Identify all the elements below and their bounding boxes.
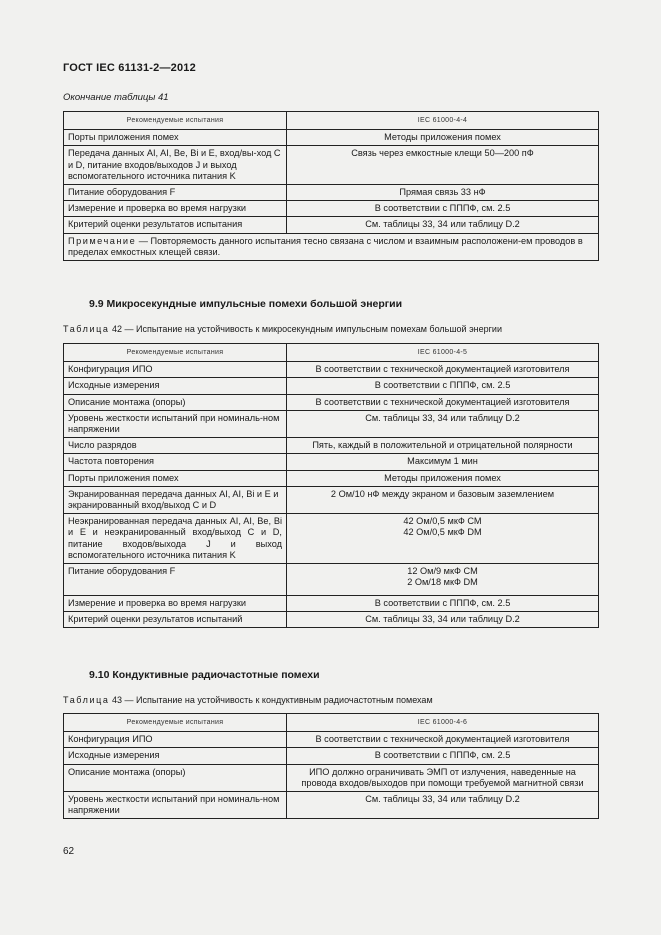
table-42-cell-test: Измерение и проверка во время нагрузки bbox=[64, 596, 287, 612]
section-9-9-heading: 9.9 Микросекундные импульсные помехи большой энергии bbox=[89, 298, 403, 310]
table-41-cell-value: Связь через емкостные клещи 50—200 пФ bbox=[287, 146, 599, 185]
document-code: ГОСТ IEC 61131-2—2012 bbox=[63, 62, 196, 74]
table-41-header-row bbox=[64, 112, 599, 130]
table-42-cell-value: В соответствии с ПППФ, см. 2.5 bbox=[287, 596, 599, 612]
table-42-cell-test: Исходные измерения bbox=[64, 378, 287, 394]
table-42-cell-value: В соответствии с ПППФ, см. 2.5 bbox=[287, 378, 599, 394]
table-41-cell-test: Измерение и проверка во время нагрузки bbox=[64, 201, 287, 217]
table-43-cell-value: В соответствии с ПППФ, см. 2.5 bbox=[287, 748, 599, 764]
table-41-row bbox=[64, 146, 599, 185]
table-41-cell-value: Методы приложения помех bbox=[287, 130, 599, 146]
table-41-continuation-caption: Окончание таблицы 41 bbox=[63, 92, 169, 103]
table-43-header-row bbox=[64, 714, 599, 732]
table-41-row bbox=[64, 185, 599, 201]
table-41-cell-test: Питание оборудования F bbox=[64, 185, 287, 201]
table-42-cell-value: 12 Ом/9 мкФ СМ 2 Ом/18 мкФ DM bbox=[287, 564, 599, 596]
table-43-caption-word: Таблица bbox=[63, 695, 110, 705]
note-text: — Повторяемость данного испытания тесно связана с числом и взаимным расположени-ем проводов в пределах емкостных клещей связи. bbox=[68, 235, 583, 257]
table-42-cell-value: Пять, каждый в положительной и отрицательной полярности bbox=[287, 438, 599, 454]
table-42-col1-header: Рекомендуемые испытания bbox=[64, 344, 287, 362]
table-42-caption-text: 42 — Испытание на устойчивость к микросекундным импульсным помехам большой энергии bbox=[109, 324, 502, 334]
page-number: 62 bbox=[63, 846, 75, 857]
table-42-row bbox=[64, 596, 599, 612]
table-43-row bbox=[64, 732, 599, 748]
table-42-cell-test: Порты приложения помех bbox=[64, 470, 287, 486]
table-43-col2-header: IEC 61000-4-6 bbox=[287, 714, 599, 732]
table-43-cell-value: ИПО должно ограничивать ЭМП от излучения, наведенные на провода входов/выходов при помощи требуемой магнитной связи bbox=[287, 764, 599, 791]
table-41-cell-value: Прямая связь 33 нФ bbox=[287, 185, 599, 201]
table-42-row bbox=[64, 362, 599, 378]
table-43-cell-value: См. таблицы 33, 34 или таблицу D.2 bbox=[287, 792, 599, 819]
table-42-cell-value: См. таблицы 33, 34 или таблицу D.2 bbox=[287, 410, 599, 437]
table-42-cell-test: Неэкранированная передача данных AI, AI, Be, Bi и E и неэкранированный вход/выход C и D, питание входов/выхода J и выход вспомогательного источника питания K bbox=[64, 514, 287, 564]
table-41-cell-test: Критерий оценки результатов испытания bbox=[64, 217, 287, 233]
table-42-row bbox=[64, 514, 599, 564]
table-41-row bbox=[64, 130, 599, 146]
table-42-cell-test: Критерий оценки результатов испытаний bbox=[64, 612, 287, 628]
table-42-row bbox=[64, 438, 599, 454]
table-43-cell-test: Исходные измерения bbox=[64, 748, 287, 764]
table-41-cell-value: См. таблицы 33, 34 или таблицу D.2 bbox=[287, 217, 599, 233]
table-41-col1-header: Рекомендуемые испытания bbox=[64, 112, 287, 130]
table-42-header-row bbox=[64, 344, 599, 362]
table-42-cell-test: Число разрядов bbox=[64, 438, 287, 454]
table-42-cell-value: См. таблицы 33, 34 или таблицу D.2 bbox=[287, 612, 599, 628]
table-42-cell-value: Максимум 1 мин bbox=[287, 454, 599, 470]
table-42-col2-header: IEC 61000-4-5 bbox=[287, 344, 599, 362]
table-41-row bbox=[64, 201, 599, 217]
table-43-caption-text: 43 — Испытание на устойчивость к кондуктивным радиочастотным помехам bbox=[109, 695, 433, 705]
table-41-note-row bbox=[64, 233, 599, 260]
table-43-col1-header: Рекомендуемые испытания bbox=[64, 714, 287, 732]
table-42 bbox=[63, 343, 599, 628]
table-42-cell-test: Конфигурация ИПО bbox=[64, 362, 287, 378]
table-42-row bbox=[64, 454, 599, 470]
table-42-row bbox=[64, 486, 599, 513]
table-41-row bbox=[64, 217, 599, 233]
section-9-10-heading: 9.10 Кондуктивные радиочастотные помехи bbox=[89, 669, 320, 681]
table-42-cell-test: Описание монтажа (опоры) bbox=[64, 394, 287, 410]
table-43-cell-value: В соответствии с технической документацией изготовителя bbox=[287, 732, 599, 748]
table-43-caption bbox=[63, 695, 433, 705]
table-41 bbox=[63, 111, 599, 261]
table-43-row bbox=[64, 748, 599, 764]
table-42-row bbox=[64, 470, 599, 486]
table-42-cell-test: Уровень жесткости испытаний при номиналь-ном напряжении bbox=[64, 410, 287, 437]
table-42-caption bbox=[63, 324, 502, 334]
table-42-cell-test: Частота повторения bbox=[64, 454, 287, 470]
table-42-cell-test: Экранированная передача данных AI, AI, Bi и E и экранированный вход/выход C и D bbox=[64, 486, 287, 513]
table-42-row bbox=[64, 394, 599, 410]
table-41-cell-value: В соответствии с ПППФ, см. 2.5 bbox=[287, 201, 599, 217]
table-42-cell-value: 42 Ом/0,5 мкФ СМ 42 Ом/0,5 мкФ DM bbox=[287, 514, 599, 564]
table-42-cell-test: Питание оборудования F bbox=[64, 564, 287, 596]
table-42-caption-word: Таблица bbox=[63, 324, 110, 334]
table-42-cell-value: В соответствии с технической документацией изготовителя bbox=[287, 362, 599, 378]
note-label: Примечание bbox=[68, 235, 137, 246]
table-41-col2-header: IEC 61000-4-4 bbox=[287, 112, 599, 130]
table-43-cell-test: Описание монтажа (опоры) bbox=[64, 764, 287, 791]
table-42-row bbox=[64, 612, 599, 628]
table-41-cell-test: Порты приложения помех bbox=[64, 130, 287, 146]
table-43-cell-test: Уровень жесткости испытаний при номиналь-ном напряжении bbox=[64, 792, 287, 819]
table-42-row bbox=[64, 378, 599, 394]
table-43-row bbox=[64, 764, 599, 791]
table-43 bbox=[63, 713, 599, 819]
table-42-row bbox=[64, 410, 599, 437]
table-42-row bbox=[64, 564, 599, 596]
table-43-row bbox=[64, 792, 599, 819]
table-42-cell-value: 2 Ом/10 нФ между экраном и базовым заземлением bbox=[287, 486, 599, 513]
table-41-cell-test: Передача данных AI, AI, Be, Bi и E, вход/вы-ход C и D, питание входов/выходов J и выход вспомогательного источника питания K bbox=[64, 146, 287, 185]
table-43-cell-test: Конфигурация ИПО bbox=[64, 732, 287, 748]
table-42-cell-value: Методы приложения помех bbox=[287, 470, 599, 486]
table-42-cell-value: В соответствии с технической документацией изготовителя bbox=[287, 394, 599, 410]
table-41-note bbox=[64, 233, 599, 260]
